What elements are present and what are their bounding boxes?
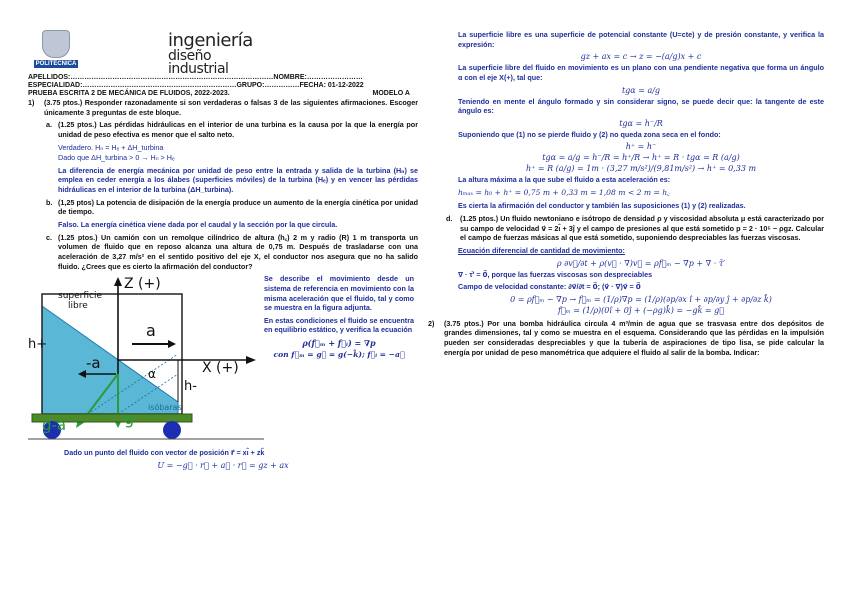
grupo-field[interactable]: GRUPO:…………… <box>236 82 300 89</box>
q1a-ans3: La diferencia de energía mecánica por unidad de peso entre la entrada y salida de la turbina (Hₙ) se emplea en ceder energía a los álabes (superficies móviles) de la turbina (Hₑ) y en vencer las pérdidas hidráulicas en el interior de la turbina (ΔH_turbina). <box>58 165 418 195</box>
right-column <box>428 30 824 360</box>
etsidi-logo-line3: industrial <box>168 61 229 77</box>
free-label: libre <box>68 301 88 312</box>
d-eq1: ρ ∂v⃗/∂t + ρ(v⃗ · ∇)v⃗ = ρf⃗ₘ − ∇p + ∇ · τ̄′ <box>556 258 726 268</box>
d-eq3: f⃗ₘ = (1/ρ)(0ı̂ + 0ȷ̂ + (−ρg)k̂) = −gk̂ = g⃗ <box>557 305 724 315</box>
fig-text-1: Se describe el movimiento desde un sistema de referencia en movimiento con la misma aceleración que el fluido, tal y como se muestra en la figura adjunta. <box>264 274 414 313</box>
r4-text: Suponiendo que (1) no se pierde fluido y (2) no queda zona seca en el fondo: <box>458 129 721 139</box>
upm-logo <box>34 30 78 68</box>
d-s1: Ecuación diferencial de cantidad de movimiento: <box>458 245 625 255</box>
gravity-label: g <box>124 409 135 429</box>
q1c-label: c. <box>46 232 52 242</box>
q1a-answer <box>28 143 418 195</box>
q1a-statement <box>28 120 418 139</box>
q1c-statement <box>28 233 418 272</box>
q1-intro-text: (3.75 ptos.) Responder razonadamente si son verdaderas o falsas 3 de las siguientes afirmaciones. Escoger únicamente 3 preguntas de este bloque. <box>44 98 418 117</box>
nombre-field[interactable]: NOMBRE:…………………… <box>273 74 363 81</box>
h-plus-label: h+ <box>28 337 48 353</box>
q1b-label: b. <box>46 197 53 207</box>
r3-text: Teniendo en mente el ángulo formado y sin considerar signo, se puede decir que: la tangente de este ángulo es: <box>458 96 824 116</box>
r1-text: La superficie libre es una superficie de potencial constante (U=cte) y de presión constante, y verifica la expresión: <box>458 30 824 49</box>
q1b-answer: Falso. La energía cinética viene dada por el caudal y la sección por la que circula. <box>58 220 338 230</box>
left-column <box>28 30 418 472</box>
x-axis-arrow <box>246 356 256 364</box>
neg-accel-label: -a <box>86 354 101 373</box>
r4-eq1: tgα = a/g = h⁻/R = h⁺/R → h⁺ = R · tgα = R (a/g) <box>542 153 740 163</box>
etsidi-logo <box>168 30 253 77</box>
q1d-text: (1.25 ptos.) Un fluido newtoniano e isótropo de densidad ρ y viscosidad absoluta μ está caracterizado por su campo de velocidad v⃗ = 2ı̂ + 3ȷ̂ y el campo de presiones al que está sometido p = 2 · 10⁵ − ρgz. Calcular el campo de fuerzas másicas al que está sometido, suponiendo despreciables las fuerzas viscosas. <box>460 213 824 243</box>
logo-row <box>28 30 418 77</box>
upm-shield-icon <box>42 30 70 58</box>
accel-label: a <box>146 321 156 341</box>
q1d-answer <box>428 246 824 315</box>
especialidad-row <box>28 82 418 89</box>
q1-number: 1) <box>28 98 35 107</box>
d-s3: Campo de velocidad constante: ∂v⃗/∂t = 0⃗; (v⃗ · ∇)v⃗ = 0⃗ <box>458 282 641 292</box>
r6-text: Es cierta la afirmación del conductor y también las suposiciones (1) y (2) realizadas. <box>458 201 746 211</box>
r2-text: La superficie libre del fluido en movimiento es un plano con una pendiente negativa que forma un ángulo α con el eje X(+), tal que: <box>458 63 824 82</box>
d-eq2: 0 = ρf⃗ₘ − ∇p → f⃗ₘ = (1/ρ)∇p = (1/ρ)(∂p/∂x ı̂ + ∂p/∂y ȷ̂ + ∂p/∂z k̂) <box>510 294 772 304</box>
q1d-statement <box>428 214 824 243</box>
potential-eq: U = −g⃗ · r⃗ + a⃗ · r⃗ = gz + ax <box>157 460 289 470</box>
modelo-label: MODELO A <box>372 90 410 97</box>
etsidi-logo-line2: diseño <box>168 48 212 64</box>
r1-eq: gz + ax = c → z = −(a/g)x + c <box>580 52 702 62</box>
q1a-ans1: Verdadero. Hₙ = Hₑ + ΔH_turbina <box>58 142 164 152</box>
q1b-statement <box>28 198 418 217</box>
isobar-label: isóbaras <box>148 403 182 413</box>
apellidos-field[interactable]: APELLIDOS:…………………………………………………………………………… <box>28 74 274 81</box>
fig-text-2: En estas condiciones el fluido se encuentra en equilibrio estático, y verifica la ecuación <box>264 315 414 335</box>
h-minus-label: h- <box>184 379 197 395</box>
d-s2: ∇ · τ̄′ = 0⃗, porque las fuerzas viscosas son despreciables <box>458 269 653 279</box>
upm-logo-text: POLITÉCNICA <box>35 61 77 67</box>
wheel-right <box>163 421 181 439</box>
r3-eq: tgα = h⁻/R <box>619 118 663 128</box>
figure-explanation <box>264 274 414 363</box>
truck-diagram <box>28 274 264 444</box>
q1b-text: (1,25 ptos) La potencia de disipación de la energía produce un aumento de la energía cinética por unidad de tiempo. <box>58 197 418 217</box>
r4-eq0: h⁺ = h⁻ <box>625 142 657 152</box>
x-axis-label: X (+) <box>202 360 239 377</box>
fig-eq-1: ρ(f⃗ₘ + f⃗ᵢ) = ∇p <box>302 338 376 349</box>
alpha-label: α <box>148 367 156 382</box>
q2-text: (3.75 ptos.) Por una bomba hidráulica circula 4 m³/min de agua que se trasvasa entre dos depósitos de grandes dimensiones, tal y como se muestra en el esquema. Considerando que las pérdidas en la impulsión pueden ser consideradas despreciables y que la tubería de aspiraciones de tipo lisa, se pide calcular la energía por unidad de peso manométrica que adquiere el fluido al salir de la bomba. Indicar: <box>444 318 824 357</box>
accel-arrow-head <box>168 340 176 348</box>
exam-title: PRUEBA ESCRITA 2 DE MECÁNICA DE FLUIDOS, 2022-2023. <box>28 90 230 97</box>
q1d-label: d. <box>446 213 453 223</box>
position-vector-text: Dado un punto del fluido con vector de posición r⃗ = xı̂ + zk̂ <box>64 448 265 458</box>
fecha-label: FECHA: 01-12-2022 <box>299 82 364 89</box>
especialidad-field[interactable]: ESPECIALIDAD:………………………………………………………… <box>28 82 237 89</box>
surface-label: superficie <box>58 291 102 302</box>
fig-eq-2: con f⃗ₘ = g⃗ = g(−k̂); f⃗ᵢ = −a⃗ <box>273 350 405 360</box>
q2-number: 2) <box>428 318 435 328</box>
q1a-label: a. <box>46 120 52 130</box>
q1c-text: (1.25 ptos.) Un camión con un remolque cilíndrico de altura (h꜀) 2 m y radio (R) 1 m transporta un volumen de fluido que en reposo alcanza una altura de 0,75 m. Después de trasladarse con una aceleración de 3,27 m/s² en el sentido positivo del eje X, el conductor nos asegura que no ha salido fluido. ¿Crees que es cierto la afirmación del conductor? <box>58 232 418 271</box>
title-row <box>28 90 418 97</box>
r5-eq: hₘₐₓ = h₀ + h⁺ = 0,75 m + 0,33 m = 1,08 m < 2 m = h꜀ <box>458 188 670 198</box>
r4-eq2: h⁺ = R (a/g) = 1m · (3,27 m/s²)/(9,81m/s²) → h⁺ = 0,33 m <box>525 164 757 174</box>
etsidi-logo-line1: ingeniería <box>168 30 253 51</box>
truck-figure <box>28 274 418 444</box>
z-axis-arrow <box>114 277 122 286</box>
q2-statement <box>428 319 824 358</box>
q1a-ans2: Dado que ΔH_turbina > 0 → Hₙ > Hₑ <box>58 153 175 163</box>
r5-text: La altura máxima a la que sube el fluido a esta aceleración es: <box>458 175 671 185</box>
q1a-text: (1.25 ptos.) Las pérdidas hidráulicas en el interior de una turbina es la causa por la que la energía por unidad de peso efectiva es menor que el salto neto. <box>58 120 418 139</box>
g-minus-a-label: g-a <box>42 416 67 435</box>
z-axis-label: Z (+) <box>124 276 161 293</box>
q1c-answer-continued <box>428 30 824 211</box>
r2-eq: tgα = a/g <box>621 85 661 95</box>
q1-intro <box>28 98 418 117</box>
